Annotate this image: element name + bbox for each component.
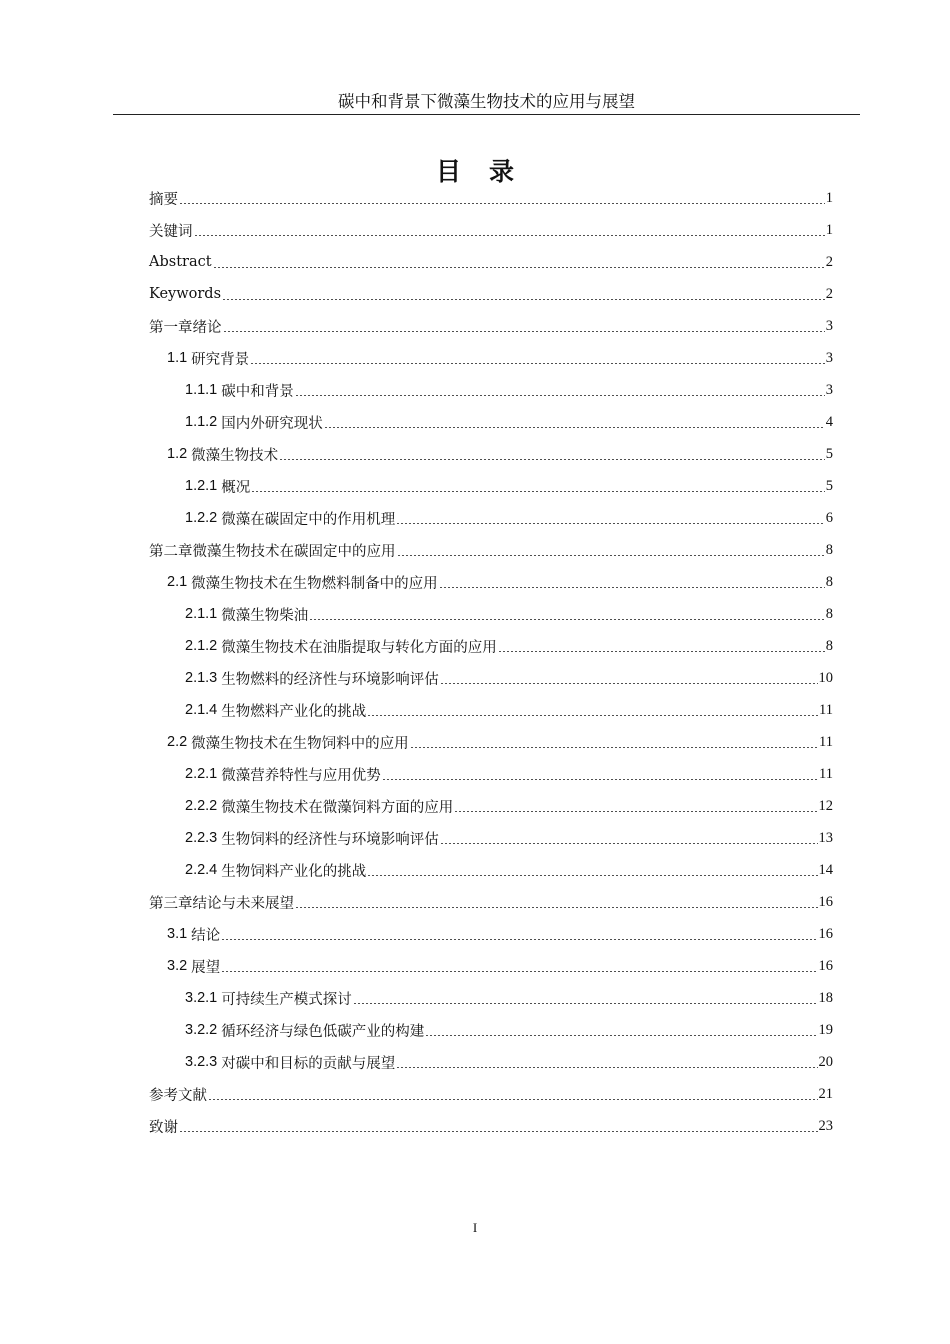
dot-leader <box>295 907 818 908</box>
toc-entry[interactable] <box>185 630 833 662</box>
toc-entry-number: 2.1.2 <box>185 638 218 654</box>
toc-entry[interactable] <box>149 310 833 342</box>
dot-leader <box>213 267 825 268</box>
toc-entry[interactable] <box>167 950 833 982</box>
dot-leader <box>221 971 817 972</box>
toc-entry-page: 23 <box>818 1117 833 1134</box>
running-header: 碳中和背景下微藻生物技术的应用与展望 <box>113 90 860 115</box>
dot-leader <box>194 235 825 236</box>
dot-leader <box>367 715 818 716</box>
toc-entry[interactable] <box>149 1078 833 1110</box>
toc-entry-page: 11 <box>819 733 833 750</box>
dot-leader <box>279 459 825 460</box>
toc-entry[interactable] <box>185 502 833 534</box>
toc-entry-number: 2.1.4 <box>185 702 218 718</box>
toc-entry[interactable] <box>185 374 833 406</box>
toc-entry-number: 2.2.3 <box>185 830 218 846</box>
toc-entry-number: 3.2 <box>167 958 188 974</box>
toc-entry-page: 2 <box>825 285 833 302</box>
toc-entry-label: 可持续生产模式探讨 <box>221 991 352 1008</box>
toc-entry-number: 1.1 <box>167 350 188 366</box>
toc-entry[interactable] <box>185 822 833 854</box>
toc-entry-label: 参考文献 <box>149 1087 207 1104</box>
toc-entry-label: 展望 <box>191 959 221 976</box>
dot-leader <box>223 331 825 332</box>
toc-entry-page: 6 <box>825 509 833 526</box>
toc-entry-page: 5 <box>825 477 833 494</box>
toc-entry-page: 16 <box>818 957 833 974</box>
toc-entry-number: 2.2 <box>167 734 188 750</box>
dot-leader <box>179 203 825 204</box>
toc-entry-label: 碳中和背景 <box>221 383 294 400</box>
toc-entry-label: 概况 <box>221 479 251 496</box>
toc-entry-number: 3.2.3 <box>185 1054 218 1070</box>
toc-entry-number: 2.2.2 <box>185 798 218 814</box>
dot-leader <box>410 747 818 748</box>
toc-entry-number: 1.1.1 <box>185 382 218 398</box>
dot-leader <box>440 843 818 844</box>
toc-entry-label: 对碳中和目标的贡献与展望 <box>221 1055 396 1072</box>
toc-entry-label: 循环经济与绿色低碳产业的构建 <box>221 1023 425 1040</box>
dot-leader <box>440 683 818 684</box>
toc-entry-page: 3 <box>825 349 833 366</box>
toc-entry[interactable] <box>185 1046 833 1078</box>
dot-leader <box>309 619 825 620</box>
toc-entry[interactable] <box>185 854 833 886</box>
toc-entry-number: 3.2.2 <box>185 1022 218 1038</box>
dot-leader <box>425 1035 817 1036</box>
toc-entry-page: 4 <box>825 413 833 430</box>
toc-entry[interactable] <box>185 406 833 438</box>
toc-entry-page: 3 <box>825 381 833 398</box>
toc-entry-page: 8 <box>825 637 833 654</box>
dot-leader <box>396 523 825 524</box>
toc-entry-page: 2 <box>825 253 833 270</box>
toc-entry-label: 摘要 <box>149 191 178 208</box>
toc-entry[interactable] <box>149 534 833 566</box>
toc-entry-label: 微藻生物技术在生物燃料制备中的应用 <box>191 575 438 592</box>
toc-entry-label: 生物饲料产业化的挑战 <box>221 863 367 880</box>
toc-entry-label: 结论 <box>191 927 221 944</box>
toc-entry-page: 1 <box>825 221 833 238</box>
toc-entry-number: 1.2.1 <box>185 478 218 494</box>
toc-entry-label: 微藻生物技术在生物饲料中的应用 <box>191 735 409 752</box>
toc-entry[interactable] <box>185 598 833 630</box>
toc-entry-label: Abstract <box>149 254 212 270</box>
toc-entry-number: 2.1.3 <box>185 670 218 686</box>
toc-entry-label: 关键词 <box>149 223 193 240</box>
dot-leader <box>396 1067 817 1068</box>
dot-leader <box>179 1131 818 1132</box>
dot-leader <box>221 939 817 940</box>
toc-entry[interactable] <box>149 278 833 310</box>
dot-leader <box>208 1099 818 1100</box>
toc-entry-label: 微藻营养特性与应用优势 <box>221 767 381 784</box>
toc-entry-page: 8 <box>825 573 833 590</box>
toc-entry[interactable] <box>149 1110 833 1142</box>
toc-entry-number: 2.2.4 <box>185 862 218 878</box>
toc-entry-label: 国内外研究现状 <box>221 415 323 432</box>
dot-leader <box>397 555 825 556</box>
toc-entry-label: 第三章结论与未来展望 <box>149 895 294 912</box>
toc-entry-number: 2.2.1 <box>185 766 218 782</box>
toc-entry-label: 第一章绪论 <box>149 319 222 336</box>
toc-title: 目录 <box>435 157 542 186</box>
toc-entry-label: 生物燃料产业化的挑战 <box>221 703 367 720</box>
dot-leader <box>454 811 817 812</box>
toc-entry[interactable] <box>185 1014 833 1046</box>
toc-entry-number: 3.2.1 <box>185 990 218 1006</box>
toc-entry-number: 2.1 <box>167 574 188 590</box>
toc-entry-page: 8 <box>825 605 833 622</box>
toc-entry-number: 1.2.2 <box>185 510 218 526</box>
toc-entry[interactable] <box>149 886 833 918</box>
toc-entry[interactable] <box>185 790 833 822</box>
toc-entry-page: 21 <box>818 1085 833 1102</box>
toc-entry-label: 研究背景 <box>191 351 250 368</box>
toc-entry-page: 19 <box>818 1021 833 1038</box>
toc-entry-number: 1.1.2 <box>185 414 218 430</box>
toc-entry-page: 16 <box>818 925 833 942</box>
dot-leader <box>295 395 825 396</box>
dot-leader <box>324 427 825 428</box>
toc-entry-number: 3.1 <box>167 926 188 942</box>
toc-entry[interactable] <box>167 438 833 470</box>
toc-entry[interactable] <box>185 758 833 790</box>
toc-entry-page: 8 <box>825 541 833 558</box>
toc-entry-number: 1.2 <box>167 446 188 462</box>
toc-entry[interactable] <box>149 214 833 246</box>
toc-entry-page: 1 <box>825 189 833 206</box>
toc-entry-page: 10 <box>818 669 833 686</box>
toc-entry[interactable] <box>167 726 833 758</box>
toc-entry-label: 生物燃料的经济性与环境影响评估 <box>221 671 439 688</box>
toc-entry-page: 16 <box>818 893 833 910</box>
toc-entry-page: 3 <box>825 317 833 334</box>
toc-entry-page: 12 <box>818 797 833 814</box>
dot-leader <box>353 1003 818 1004</box>
toc-entry-label: 微藻在碳固定中的作用机理 <box>221 511 396 528</box>
toc-entry-label: 第二章微藻生物技术在碳固定中的应用 <box>149 543 396 560</box>
toc-entry[interactable] <box>167 566 833 598</box>
dot-leader <box>382 779 818 780</box>
toc-entry[interactable] <box>167 342 833 374</box>
toc-entry-page: 11 <box>819 765 833 782</box>
dot-leader <box>498 651 825 652</box>
toc-entry-page: 11 <box>819 701 833 718</box>
toc-entry[interactable] <box>149 182 833 214</box>
toc-entry[interactable] <box>185 982 833 1014</box>
toc-entry-label: 微藻生物柴油 <box>221 607 309 624</box>
dot-leader <box>222 299 825 300</box>
dot-leader <box>250 363 825 364</box>
toc-entry-page: 18 <box>818 989 833 1006</box>
toc-entry-label: 微藻生物技术 <box>191 447 279 464</box>
toc-entry[interactable] <box>185 694 833 726</box>
toc-entry[interactable] <box>149 246 833 278</box>
toc-entry-page: 20 <box>818 1053 833 1070</box>
page-number: I <box>472 1220 478 1235</box>
toc-entry-label: Keywords <box>149 286 222 302</box>
toc-entry-label: 微藻生物技术在油脂提取与转化方面的应用 <box>221 639 497 656</box>
dot-leader <box>367 875 817 876</box>
toc-entry-label: 微藻生物技术在微藻饲料方面的应用 <box>221 799 454 816</box>
toc-entry[interactable] <box>185 662 833 694</box>
dot-leader <box>439 587 825 588</box>
toc-entry-label: 致谢 <box>149 1119 178 1136</box>
toc-entry-number: 2.1.1 <box>185 606 218 622</box>
toc-entry-label: 生物饲料的经济性与环境影响评估 <box>221 831 439 848</box>
toc-entry[interactable] <box>185 470 833 502</box>
dot-leader <box>251 491 825 492</box>
toc-entry[interactable] <box>167 918 833 950</box>
toc-entry-page: 5 <box>825 445 833 462</box>
toc-entry-page: 13 <box>818 829 833 846</box>
table-of-contents <box>149 182 833 1142</box>
toc-entry-page: 14 <box>818 861 833 878</box>
